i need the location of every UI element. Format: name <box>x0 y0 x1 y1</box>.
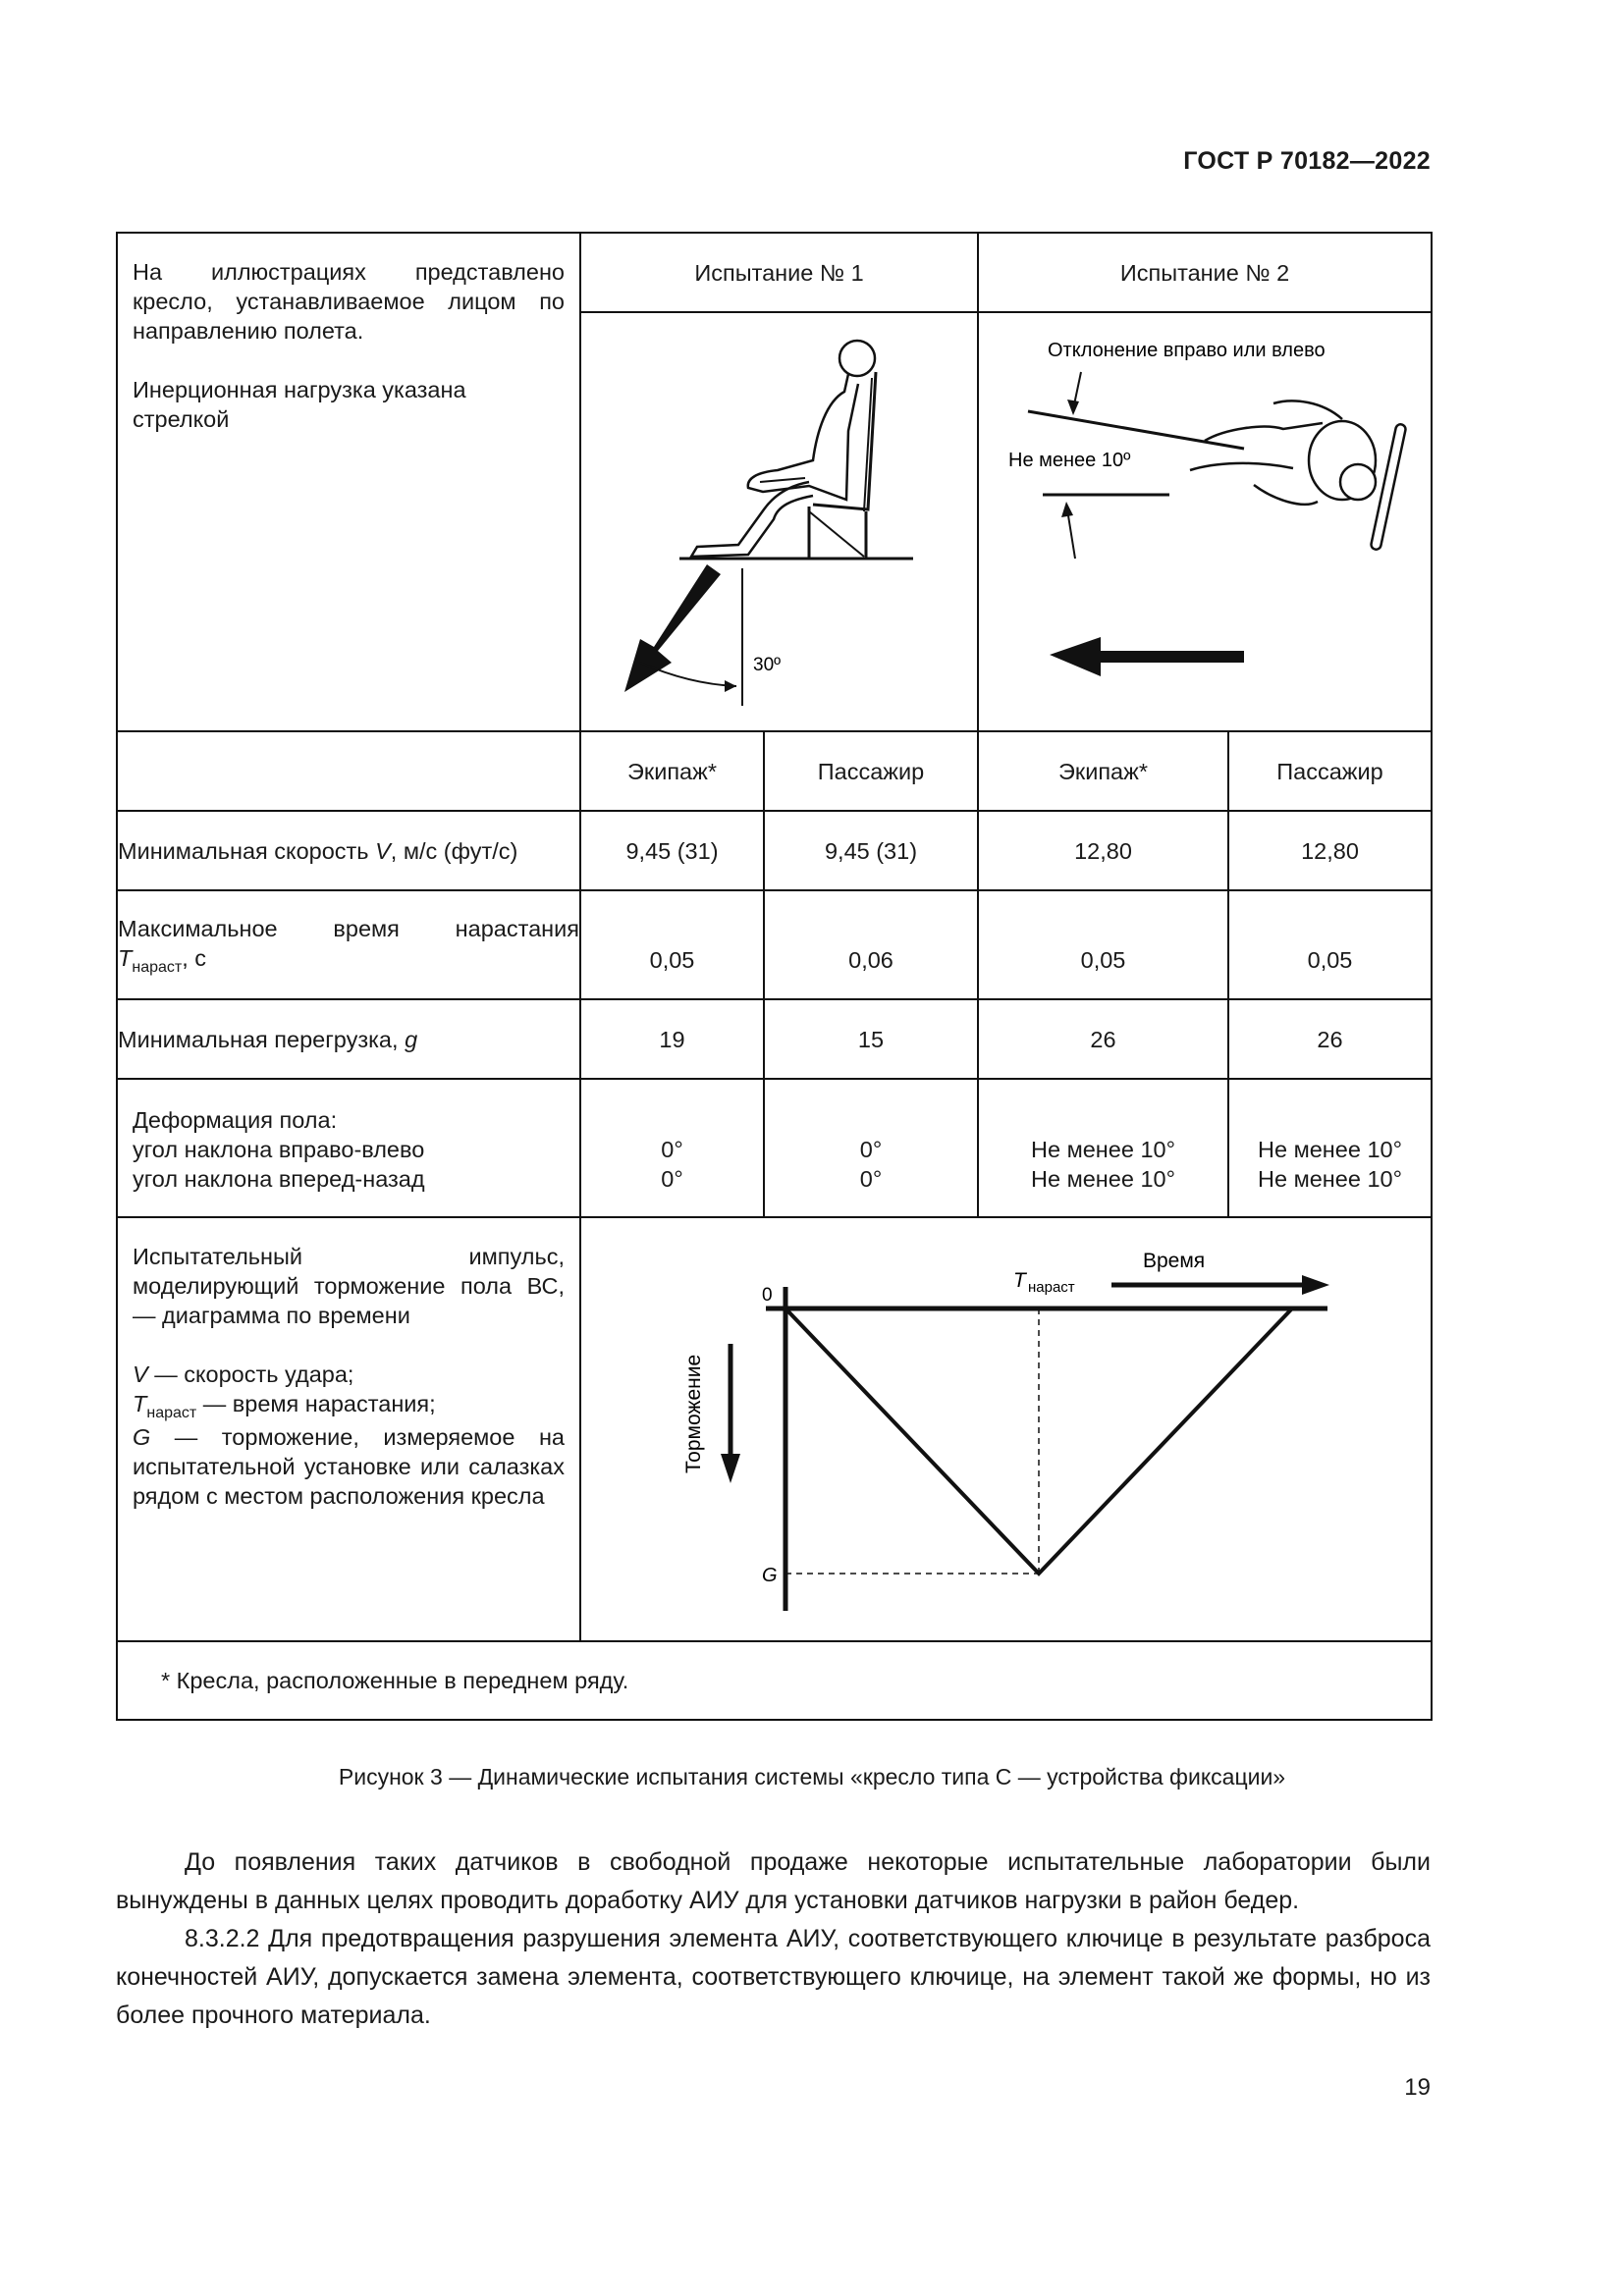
deflection-label: Отклонение вправо или влево <box>1048 340 1326 361</box>
intro-cell <box>117 233 580 731</box>
overload-value: 26 <box>978 999 1228 1079</box>
speed-value: 12,80 <box>1228 811 1432 890</box>
param-overload: Минимальная перегрузка, g <box>117 999 580 1079</box>
speed-value: 12,80 <box>978 811 1228 890</box>
origin-label: 0 <box>762 1285 773 1306</box>
table-footnote: * Кресла, расположенные в переднем ряду. <box>117 1641 1432 1720</box>
rise-time-value: 0,05 <box>978 890 1228 999</box>
paragraph: 8.3.2.2 Для предотвращения разрушения элемента АИУ, соответствующего ключице в результате разброса конечностей АИУ, допускается замена элемента, соответствующего ключице, на элемент такой же формы, но из более прочного материала. <box>116 1925 1431 2029</box>
test1-angle-label: 30º <box>753 655 782 675</box>
deformation-values: 0° 0° <box>580 1079 764 1217</box>
empty-header-cell <box>117 731 580 811</box>
rise-time-value: 0,05 <box>580 890 764 999</box>
deformation-values: Не менее 10° Не менее 10° <box>1228 1079 1432 1217</box>
col-header-passenger-1: Пассажир <box>764 731 978 811</box>
test1-header: Испытание № 1 <box>580 233 978 312</box>
speed-value: 9,45 (31) <box>580 811 764 890</box>
figure-table <box>116 232 1433 1721</box>
param-deformation: Деформация пола: угол наклона вправо-влево угол наклона вперед-назад <box>117 1079 580 1217</box>
rise-time-value: 0,06 <box>764 890 978 999</box>
col-header-crew-1: Экипаж* <box>580 731 764 811</box>
document-code: ГОСТ Р 70182—2022 <box>1183 147 1431 175</box>
overload-value: 19 <box>580 999 764 1079</box>
test1-illustration <box>580 312 978 731</box>
deformation-values: Не менее 10° Не менее 10° <box>978 1079 1228 1217</box>
pulse-diagram <box>581 1218 1431 1640</box>
page-number: 19 <box>1404 2074 1431 2101</box>
inertia-note: Инерционная нагрузка указана стрелкой <box>133 377 466 432</box>
deformation-values: 0° 0° <box>764 1079 978 1217</box>
intro-text: На иллюстрациях представлено кресло, устанавливаемое лицом по направлению полета. <box>133 259 565 344</box>
param-rise-time: Максимальное время нарастания $T_{нараст}$, с <box>117 890 580 999</box>
col-header-passenger-2: Пассажир <box>1228 731 1432 811</box>
top-view-occupant-illustration <box>979 313 1431 730</box>
pulse-description-cell <box>117 1217 580 1641</box>
seated-occupant-illustration <box>581 313 977 730</box>
deceleration-label: Торможение <box>682 1354 705 1473</box>
legend-t: $T_{нараст}$ — время нарастания; <box>133 1391 436 1421</box>
time-axis-label: Время <box>1143 1250 1206 1272</box>
min-angle-label: Не менее 10º <box>1008 450 1131 471</box>
peak-g-label: G <box>762 1565 778 1586</box>
col-header-crew-2: Экипаж* <box>978 731 1228 811</box>
rise-time-subscript: нараст <box>1028 1279 1075 1296</box>
body-text <box>116 1843 1431 2035</box>
overload-value: 15 <box>764 999 978 1079</box>
overload-value: 26 <box>1228 999 1432 1079</box>
test2-illustration <box>978 312 1432 731</box>
paragraph: До появления таких датчиков в свободной продаже некоторые испытательные лаборатории были вынуждены в данных целях проводить доработку АИУ для установки датчиков нагрузки в район бедер. <box>116 1848 1431 1914</box>
pulse-diagram-cell <box>580 1217 1432 1641</box>
legend-g: G — торможение, измеряемое на испытательной установке или салазках рядом с местом расположения кресла <box>133 1424 565 1509</box>
legend-v: V — скорость удара; <box>133 1362 354 1387</box>
param-speed: Минимальная скорость V, м/с (фут/с) <box>117 811 580 890</box>
pulse-description: Испытательный импульс, моделирующий торможение пола ВС, — диаграмма по времени <box>133 1244 565 1328</box>
rise-time-value: 0,05 <box>1228 890 1432 999</box>
figure-caption: Рисунок 3 — Динамические испытания системы «кресло типа С — устройства фиксации» <box>338 1764 1286 1789</box>
test2-header: Испытание № 2 <box>978 233 1432 312</box>
rise-time-label: T <box>1013 1269 1026 1292</box>
speed-value: 9,45 (31) <box>764 811 978 890</box>
